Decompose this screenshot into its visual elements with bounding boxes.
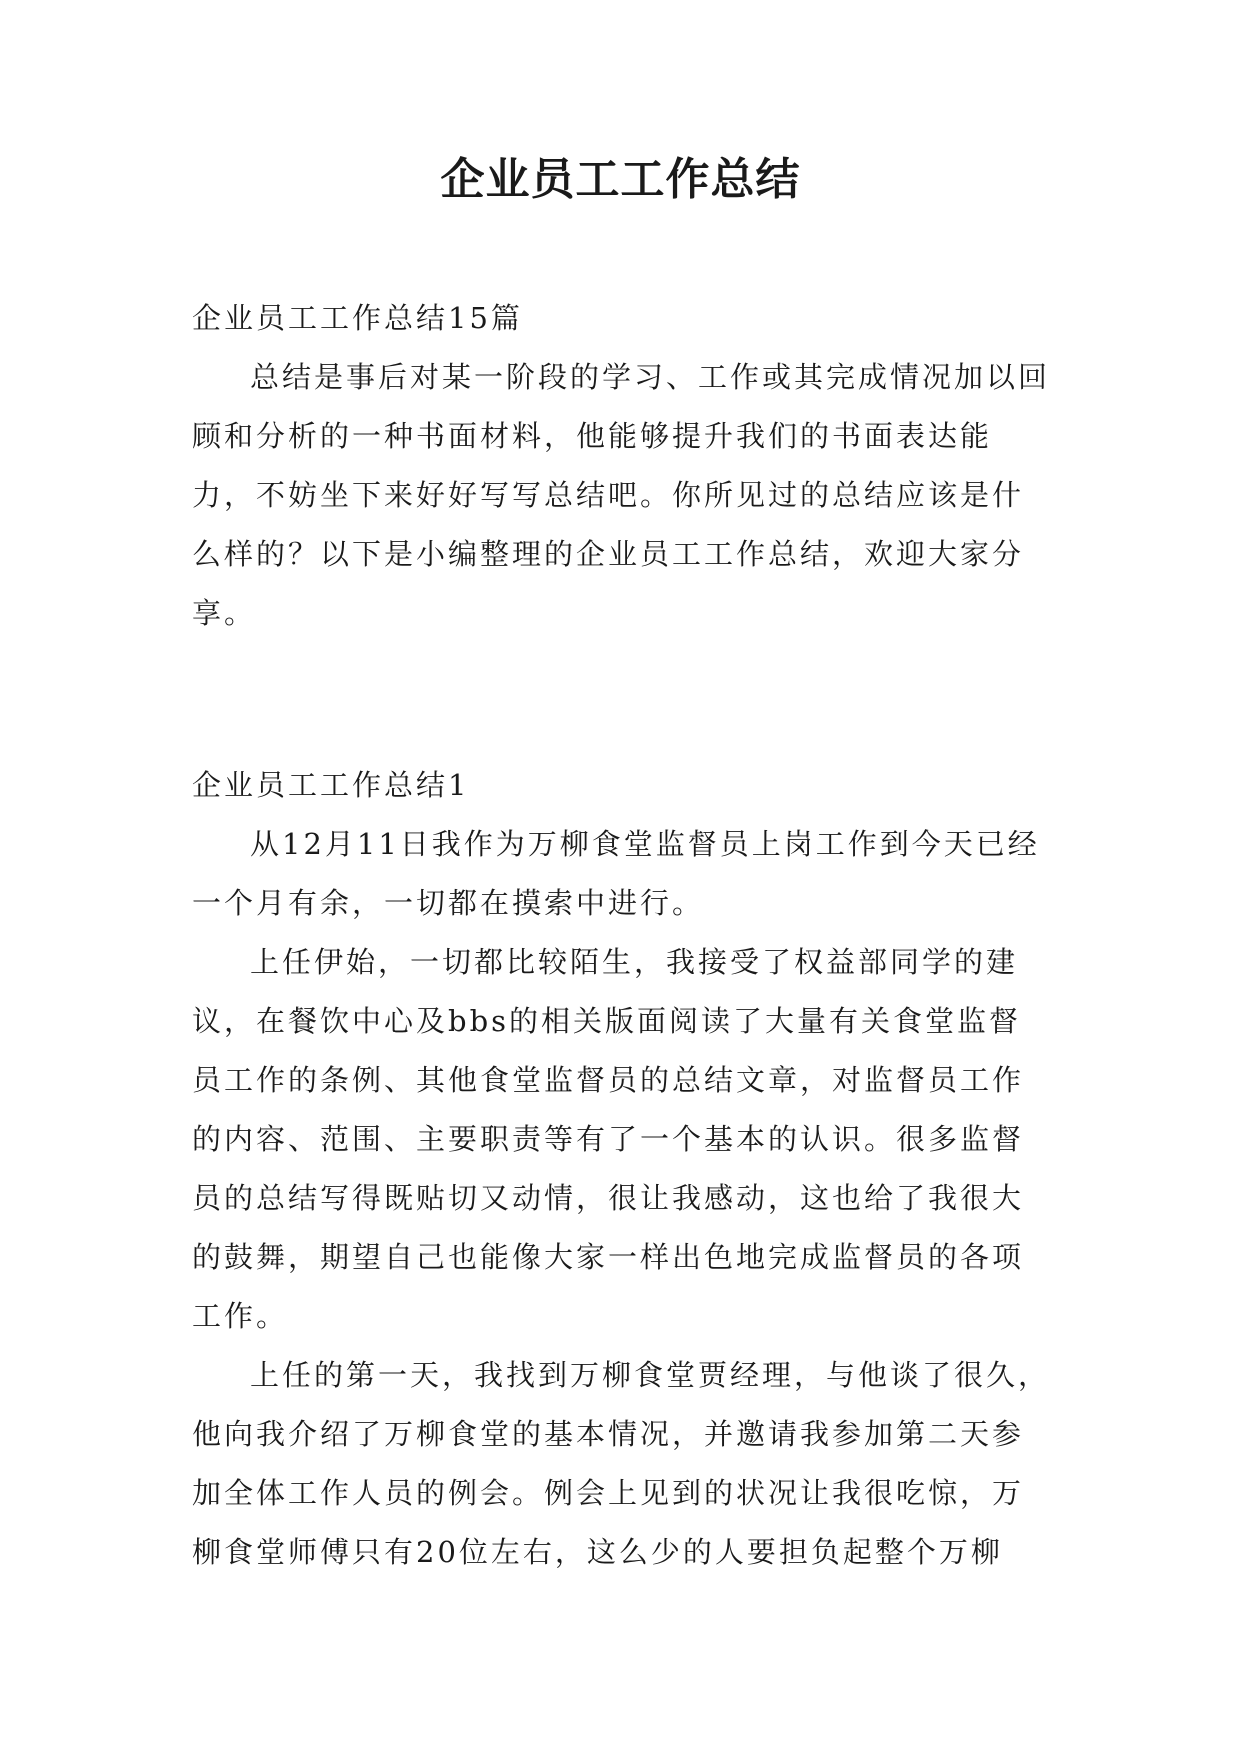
section-paragraph: 上任的第一天，我找到万柳食堂贾经理，与他谈了很久，他向我介绍了万柳食堂的基本情况，并邀请我参加第二天参加全体工作人员的例会。例会上见到的状况让我很吃惊，万柳食堂师傅只有20位左右，这么少的人要担负起整个万柳: [192, 1358, 1051, 1569]
document-subtitle: 企业员工工作总结15篇: [192, 301, 523, 335]
intro-paragraph: 总结是事后对某一阶段的学习、工作或其完成情况加以回顾和分析的一种书面材料，他能够提升我们的书面表达能力，不妨坐下来好好写写总结吧。你所见过的总结应该是什么样的？以下是小编整理的企业员工工作总结，欢迎大家分享。: [192, 360, 1051, 630]
section-heading: 企业员工工作总结1: [192, 768, 470, 802]
page-title: 企业员工工作总结: [440, 154, 801, 205]
section-1: [192, 756, 1052, 1582]
section-paragraph: 从12月11日我作为万柳食堂监督员上岗工作到今天已经一个月有余，一切都在摸索中进行。: [192, 827, 1040, 920]
section-paragraph: 上任伊始，一切都比较陌生，我接受了权益部同学的建议，在餐饮中心及bbs的相关版面阅读了大量有关食堂监督员工作的条例、其他食堂监督员的总结文章，对监督员工作的内容、范围、主要职责等有了一个基本的认识。很多监督员的总结写得既贴切又动情，很让我感动，这也给了我很大的鼓舞，期望自己也能像大家一样出色地完成监督员的各项工作。: [192, 945, 1025, 1333]
intro-block: [192, 289, 1052, 643]
